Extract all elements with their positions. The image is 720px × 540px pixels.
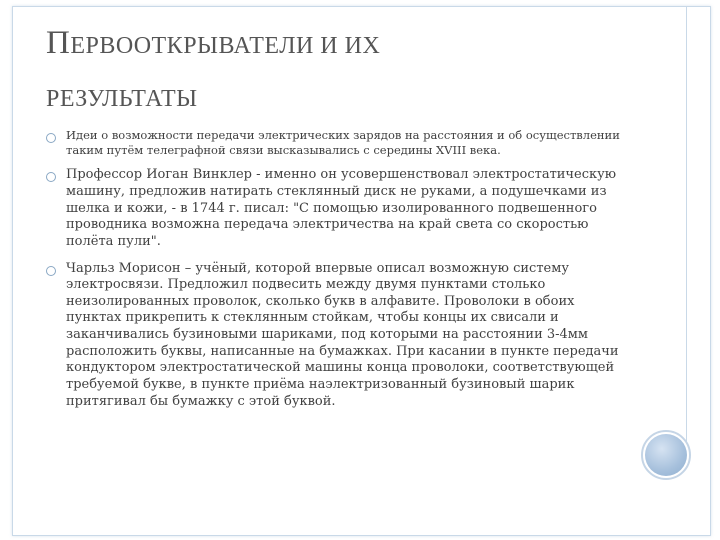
title-line-1 (46, 18, 646, 74)
bullet-marker-icon (46, 266, 56, 276)
frame-accent-line (686, 6, 687, 457)
bullet-marker-icon (46, 133, 56, 143)
bullet-text: Идеи о возможности передачи электрических зарядов на расстояния и об осуществлении таким путём телеграфной связи высказывались с середины XVIII века. (66, 128, 620, 157)
bullet-item (46, 261, 626, 411)
bullet-text: Профессор Иоган Винклер - именно он усовершенствовал электростатическую машину, предложив натирать стеклянный диск не руками, а подушечками из шелка и кожи, - в 1744 г. писал: "С помощью изолированного подвешенного проводника возможна передача электричества на край света со скоростью полёта пули". (66, 167, 617, 249)
title-initial: П (46, 25, 71, 61)
bullet-list (46, 128, 626, 420)
bullet-item (46, 128, 626, 157)
bullet-item (46, 167, 626, 250)
bullet-marker-icon (46, 172, 56, 182)
bullet-text: Чарльз Морисон – учёный, которой впервые описал возможную систему электросвязи. Предложил подвесить между двумя пунктами столько неизолированных проволок, сколько букв в алфавите. Проволоки в обоих пунктах прикрепить к стеклянным стойкам, чтобы концы их свисали и заканчивались бузиновыми шариками, под которыми на расстоянии 3-4мм расположить буквы, написанные на бумажках. При касании в пункте передачи кондуктором электростатической машины конца проволоки, соответствующей требуемой букве, в пункте приёма наэлектризованный бузиновый шарик притягивал бы бумажку с этой буквой. (66, 260, 619, 409)
slide-title (46, 18, 646, 124)
title-line-2: РЕЗУЛЬТАТЫ (46, 86, 198, 112)
decorative-circle-fill (645, 434, 687, 476)
title-line-1-rest: ЕРВООТКРЫВАТЕЛИ И ИХ (70, 33, 381, 59)
